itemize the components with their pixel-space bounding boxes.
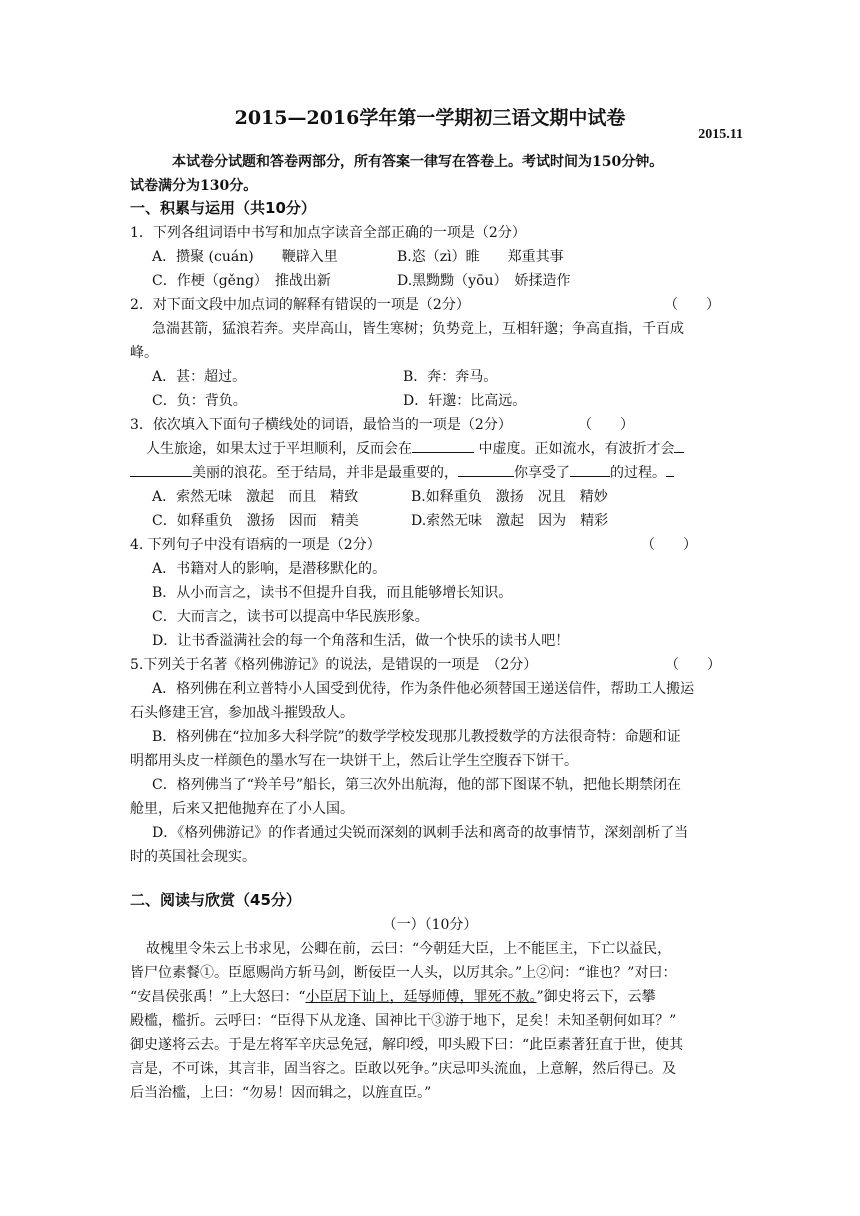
q5-option-d-line-1: D．《格列佛游记》的作者通过尖锐而深刻的讽刺手法和离奇的故事情节，深刻剖析了当 [152,825,689,841]
passage-line-1: 故槐里令朱云上书求见，公卿在前，云曰：“今朝廷大臣，上不能匡主，下亡以益民， [146,941,672,957]
passage-line-7: 后当治槛，上曰：“勿易！因而辑之，以旌直臣。” [130,1085,432,1101]
q5-option-a-line-1: A．格列佛在利立普特小人国受到优待，作为条件他必须替国王递送信件，帮助工人搬运 [152,681,695,697]
passage-line-2: 皆尸位素餐①。臣愿赐尚方斩马剑，断佞臣一人头，以厉其余。”上②问：“谁也？”对曰： [130,965,677,981]
exam-note-1: 本试卷分试题和答卷两部分，所有答案一律写在答卷上。考试时间为150分钟。 [172,154,664,170]
q3-option-b: B.如释重负 激扬 况且 精妙 [411,489,608,505]
q3-text-2c: 的过程。 [610,465,666,481]
q5-option-b-line-2: 明都用头皮一样颜色的墨水写在一块饼干上，然后让学生空腹吞下饼干。 [130,753,578,769]
q4-option-d: D．让书香溢满社会的每一个角落和生活，做一个快乐的读书人吧！ [152,633,570,649]
exam-date: 2015.11 [698,127,743,142]
q1-option-c: C．作梗（gěng） 推战出新 [152,273,331,289]
section-1-heading: 一、积累与运用（共10分） [130,199,316,217]
reading-part-1-title: （一）（10分） [382,917,478,933]
passage-line-5: 御史遂将云去。于是左将军辛庆忌免冠，解印绶，叩头殿下曰：“此臣素著狂直于世，使其 [130,1037,684,1053]
q4-option-a: A．书籍对人的影响，是潜移默化的。 [152,561,387,577]
q3-text-line-1 [146,438,684,458]
q5-option-b-line-1: B．格列佛在“拉加多大科学院”的数学学校发现那儿教授数学的方法很奇特：命题和证 [152,729,681,745]
q3-text-line-2 [130,462,674,482]
q5-answer-paren: （ ） [665,657,721,673]
q2-answer-paren: （ ） [664,297,720,313]
q5-option-d-line-2: 时的英国社会现实。 [130,849,256,865]
q5-stem: 5.下列关于名著《格列佛游记》的说法，是错误的一项是 （2分） [130,657,538,673]
q4-option-b: B．从小而言之，读书不但提升自我，而且能够增长知识。 [152,585,513,601]
q3-blank-3 [458,464,514,477]
q1-stem: 1．下列各组词语中书写和加点字读音全部正确的一项是（2分） [130,225,526,241]
q2-passage-line-2: 峰。 [130,345,158,361]
exam-note-2: 试卷满分为130分。 [130,178,258,194]
q2-option-a: A．甚：超过。 [152,369,247,385]
section-2-heading: 二、阅读与欣赏（45分） [130,891,301,909]
q2-option-b: B．奔：奔马。 [403,369,498,385]
q5-option-a-line-2: 石头修建王宫，参加战斗摧毁敌人。 [130,705,354,721]
q2-stem: 2．对下面文段中加点词的解释有错误的一项是（2分） [130,297,470,313]
q3-blank-4 [570,464,610,477]
q1-option-d: D.黑黝黝（yōu） 娇揉造作 [397,273,571,289]
q3-text-1b: 中虚度。正如流水，有波折才会 [478,441,675,457]
passage-underlined-sentence: 小臣居下讪上，廷辱师傅，罪死不赦。 [305,989,537,1005]
q3-blank-1 [412,440,474,453]
q2-option-c: C．负：背负。 [152,393,247,409]
q3-blank-2a [674,440,684,453]
passage-line-3 [130,986,656,1006]
q3-blank-2b [130,464,192,477]
passage-line-4: 殿槛，槛折。云呼曰：“臣得下从龙逢、国神比干③游于地下，足矣！未知圣朝何如耳？” [130,1013,677,1029]
q3-text-1a: 人生旅途，如果太过于平坦顺利，反而会在 [146,441,412,457]
passage-line-3b: ”御史将云下，云攀 [536,989,656,1005]
q3-answer-paren: （ ） [578,417,634,433]
q3-text-2b: 你享受了 [514,465,570,481]
q3-option-d: D.索然无味 激起 因为 精彩 [411,513,609,529]
q2-option-d: D．轩邈：比高远。 [403,393,527,409]
q3-stem: 3．依次填入下面句子横线处的词语，最恰当的一项是（2分） [130,417,512,433]
q1-option-a: A．攒聚 (cuán) 鞭辟入里 [152,249,338,265]
q2-passage-line-1: 急湍甚箭，猛浪若奔。夹岸高山，皆生寒树；负势竞上，互相轩邈；争高直指，千百成 [152,321,684,337]
q3-option-a: A．索然无味 激起 而且 精致 [152,489,359,505]
q4-stem: 4. 下列句子中没有语病的一项是（2分） [130,537,381,553]
q1-option-b: B.恣（zì）睢 郑重其事 [397,249,564,265]
q3-option-c: C．如释重负 激扬 因而 精美 [152,513,359,529]
q3-blank-5 [666,464,674,477]
passage-line-6: 言是，不可诛，其言非，固当容之。臣敢以死争。”庆忌叩头流血，上意解，然后得已。及 [130,1061,677,1077]
passage-line-3a: “安昌侯张禹！”上大怒曰：“ [130,989,306,1005]
q4-answer-paren: （ ） [641,537,697,553]
q5-option-c-line-2: 舱里，后来又把他抛弃在了小人国。 [130,801,354,817]
exam-title: 2015—2016学年第一学期初三语文期中试卷 [234,107,626,129]
q5-option-c-line-1: C．格列佛当了“羚羊号”船长，第三次外出航海，他的部下图谋不轨，把他长期禁闭在 [152,777,682,793]
q4-option-c: C．大而言之，读书可以提高中华民族形象。 [152,609,429,625]
q3-text-2a: 美丽的浪花。至于结局，并非是最重要的， [192,465,458,481]
